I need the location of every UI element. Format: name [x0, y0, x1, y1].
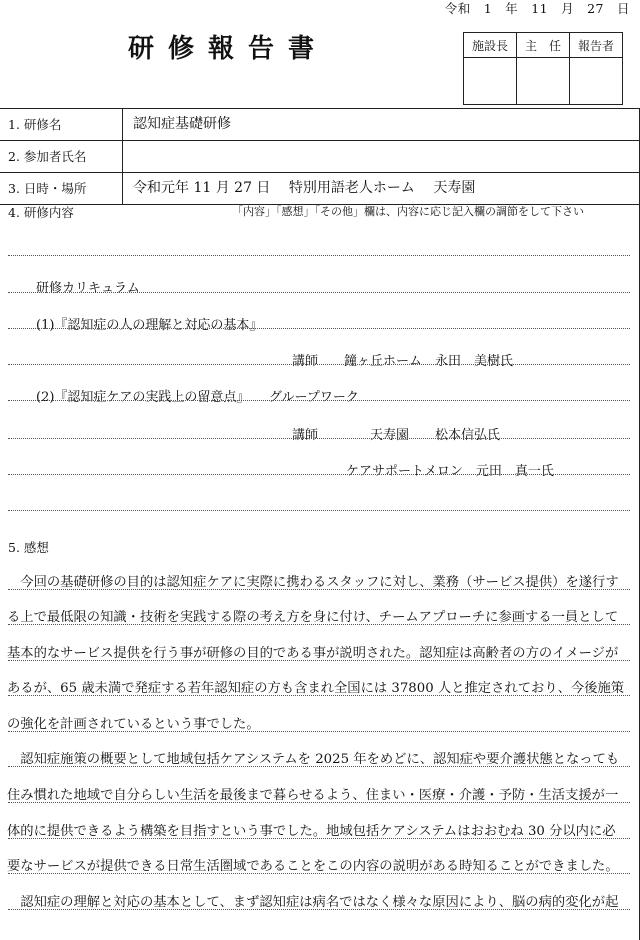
form-row-training-name — [0, 109, 639, 141]
impression-line: 要なサービスが提供できる日常生活圏域であることをこの内容の説明がある時知ることができました。 — [7, 859, 619, 874]
ruled-line — [8, 400, 630, 401]
impression-line: る上で最低限の知識・技術を実践する際の考え方を身に付け、チームアプローチに参画する一員として — [7, 610, 619, 625]
ruled-line — [8, 474, 630, 475]
training-content-heading: 4. 研修内容 — [8, 205, 74, 220]
impression-line: 今回の基礎研修の目的は認知症ケアに実際に携わるスタッフに対し、業務（サービス提供）を遂行す — [7, 575, 619, 590]
impressions-heading: 5. 感想 — [8, 540, 49, 555]
approval-stamp-reporter[interactable] — [570, 58, 623, 105]
impression-line: の強化を計画されているという事でした。 — [7, 717, 260, 732]
ruled-line — [8, 695, 630, 696]
form-row-participant — [0, 141, 639, 173]
ruled-line — [8, 802, 630, 803]
approval-header-director: 施設長 — [464, 33, 517, 58]
ruled-line — [8, 838, 630, 839]
approval-stamp-director[interactable] — [464, 58, 517, 105]
lecturer-3: ケアサポートメロン 元田 真一氏 — [346, 464, 554, 479]
ruled-line — [8, 364, 630, 365]
ruled-line — [8, 766, 630, 767]
ruled-line — [8, 589, 630, 590]
ruled-line — [8, 731, 630, 732]
ruled-line — [8, 255, 630, 256]
participant-name-field[interactable] — [123, 141, 133, 172]
curriculum-title: 研修カリキュラム — [36, 281, 140, 296]
ruled-line — [8, 510, 630, 511]
report-content-area — [0, 201, 640, 940]
approval-header-chief: 主 任 — [517, 33, 570, 58]
impression-line: あるが、65 歳未満で発症する若年認知症の方も含まれ全国には 37800 人と推定されており、今後施策 — [7, 681, 625, 696]
ruled-line — [8, 909, 630, 910]
impression-line: 基本的なサービス提供を行う事が研修の目的である事が説明された。認知症は高齢者の方のイメージが — [7, 646, 619, 661]
training-name-label: 1. 研修名 — [0, 109, 123, 140]
page-title: 研修報告書 — [128, 34, 329, 64]
report-form — [0, 108, 640, 205]
instruction-note: 「内容」「感想」「その他」欄は、内容に応じ記入欄の調節をして下さい — [232, 205, 584, 218]
participant-name-label: 2. 参加者氏名 — [0, 141, 123, 172]
approval-stamp-table — [463, 32, 623, 105]
ruled-line — [8, 438, 630, 439]
ruled-line — [8, 328, 630, 329]
ruled-line — [8, 873, 630, 874]
curriculum-item-2: (2)『認知症ケアの実践上の留意点』 グループワーク — [36, 390, 359, 405]
impression-line: 認知症の理解と対応の基本として、まず認知症は病名ではなく様々な原因により、脳の病的変化が起 — [7, 895, 619, 910]
ruled-line — [8, 624, 630, 625]
impression-line: 体的に提供できるよう構築を目指すという事でした。地域包括ケアシステムはおおむね 30 分以内に必 — [7, 824, 616, 839]
approval-header-reporter: 報告者 — [570, 33, 623, 58]
curriculum-item-1: (1)『認知症の人の理解と対応の基本』 — [36, 318, 263, 333]
report-date: 令和 1 年 11 月 27 日 — [444, 1, 630, 16]
lecturer-2: 講師 天寿園 松本信弘氏 — [292, 428, 501, 443]
approval-stamp-chief[interactable] — [517, 58, 570, 105]
datetime-place-field[interactable]: 令和元年 11 月 27 日 特別用語老人ホーム 天寿園 — [133, 180, 476, 196]
ruled-line — [8, 292, 630, 293]
impression-line: 住み慣れた地域で自分らしい生活を最後まで暮らせるよう、住まい・医療・介護・予防・生活支援が一 — [7, 788, 619, 803]
ruled-line — [8, 660, 630, 661]
lecturer-1: 講師 鐘ヶ丘ホーム 永田 美樹氏 — [292, 354, 514, 369]
training-name-field[interactable]: 認知症基礎研修 — [133, 116, 231, 132]
impression-line: 認知症施策の概要として地域包括ケアシステムを 2025 年をめどに、認知症や要介護状態となっても — [7, 752, 620, 767]
datetime-place-label: 3. 日時・場所 — [0, 173, 123, 204]
